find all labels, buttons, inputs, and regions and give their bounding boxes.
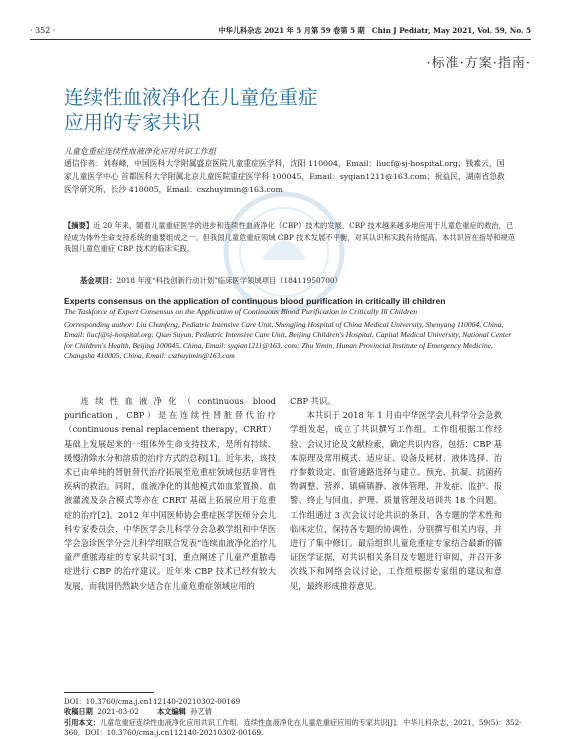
journal-header: 中华儿科杂志 2021 年 5 月第 59 卷第 5 期 Chin J Pediatr, May 2021, Vol. 59, No. 5	[218, 26, 531, 35]
body-column-left	[64, 394, 276, 593]
editor-label: 本文编辑	[157, 707, 186, 717]
abstract-text: 近 20 年来，随着儿童重症医学的进步和连续性血液净化（CBP）技术的发展，CBP 技术越来越多地应用于儿童危重症的救治，已经成为体外生命支持系统的重要组成之一。但我国儿童危重症领域 CBP 技术发展不平衡，对其认识和实践有待提高。本共识旨在指导和规范我国儿童危重症 CBP 技术的临床实践。	[64, 221, 516, 254]
fund-label: 基金项目：	[80, 276, 117, 285]
english-title: Experts consensus on the application of continuous blood purification in critically ill children	[64, 296, 446, 306]
header-rule	[30, 39, 531, 40]
english-corresponding: Corresponding author: Liu Chunfeng, Pediatric Intensive Care Unit, Shengjing Hospital of China Medical University, Shenyang 110004, China, Email: liucf@sj-hospital.org; Qian Suyun, Pediatric Intensive Care Unit, Beijing Children's Hospital, Capital Medical University, National Center for Children's Health, Beijing 100045, China, Email: syqian1211@163. com; Zhu Yimin, Hunan Provincial Institute of Emergency Medicine, Changsha 410005, China, Email: cszhuyimin@163.com	[64, 319, 512, 360]
editor-name: 孙艺倩	[190, 707, 212, 717]
body-paragraph: 本共识于 2018 年 1 月由中华医学会儿科学分会急救学组发起，成立了共识撰写工作组。工作组根据工作经验、会议讨论及文献检索，确定共识内容，包括：CBP 基本原理及常用模式、适应证、设备及耗材、液体选择、治疗参数设定、血管通路选择与建立、预充、抗凝、抗菌药物调整、营养、镇痛镇静、液体管理、并发症、监护、报警、终止与回血、护理、质量管理及培训共 18 个问题。工作组通过 3 次会议讨论共识的条目，各专题的学术性和临床定位，保持各专题的协调性、分别撰写相关内容，并进行了集中修订。最后组织儿童危重症专家结合最新的循证医学证据，对共识相关条目及专题进行审阅，并召开多次线下和网络会议讨论，工作组根据专家组的建议和意见，最终形成推荐意见。	[290, 410, 502, 591]
fund-text: 2018 年度“科技创新行动计划”临床医学领域项目（18411950700）	[116, 276, 342, 285]
cite-text: 儿童危重症连续性血液净化应用共识工作组．连续性血液净化在儿童危重症应用的专家共识[J]．中华儿科杂志，2021，59(5)：352-360．DOI：10.3760/cma.j.cn112140-20210302-00169.	[64, 717, 522, 738]
received-label: 收稿日期	[64, 707, 93, 717]
dates-editor	[64, 707, 524, 717]
footnote	[64, 697, 524, 739]
body-paragraph-continued: CBP 共识。	[290, 396, 336, 406]
footnote-rule	[64, 692, 154, 693]
body-column-right	[290, 394, 502, 593]
article-title	[64, 85, 394, 135]
author-group: 儿童危重症连续性血液净化应用共识工作组	[64, 147, 216, 156]
body-paragraph: 连续性血液净化（continuous blood purification，CBP）是在连续性肾脏替代治疗（continuous renal replacement therapy，CRRT）基础上发展起来的一组体外生命支持技术，是所有持续、缓慢清除水分和溶质的治疗方式的总称[1]。近年来，该技术已由单纯的肾脏替代治疗拓展至危重症领域包括非肾性疾病的救治。同时，血液净化的其他模式如血浆置换、血液灌流及杂合模式等亦在 CRRT 基础上拓展应用于危重症的治疗[2]。2012 年中国医师协会重症医学医师分会儿科专家委员会、中华医学会儿科学分会急救学组和中华医学会急诊医学分会儿科学组联合发表“连续血液净化治疗儿童严重脓毒症的专家共识”[3]，重点阐述了儿童严重脓毒症进行 CBP 的治疗建议。近年来 CBP 技术已经有较大发展，而我国仍然缺少适合在儿童危重症领域应用的	[64, 396, 276, 591]
citation	[64, 718, 524, 739]
title-line-2: 应用的专家共识	[64, 111, 201, 134]
english-taskforce: The Taskforce of Expert Consensus on the Application of Continuous Blood Purification in Critically Ill Children	[64, 307, 418, 316]
title-line-1: 连续性血液净化在儿童危重症	[64, 86, 318, 109]
english-abstract-block	[64, 296, 520, 362]
corresponding-authors: 通信作者：刘春峰，中国医科大学附属盛京医院儿童重症医学科，沈阳 110004，Email：liucf@sj-hospital.org；钱素云，国家儿童医学中心 首都医科大学附属北京儿童医院重症医学科 100045，Email：syqian1211@163.com；祝益民，湖南省急救医学研究所，长沙 410005，Email：cszhuyimin@163.com	[64, 159, 505, 194]
abstract-label: 【摘要】	[64, 221, 94, 230]
abstract	[64, 220, 516, 255]
section-label: ·标准·方案·指南·	[426, 56, 531, 71]
page-number: · 352 ·	[30, 26, 56, 35]
received-date: 2021-03-02	[97, 707, 139, 717]
fund-info	[80, 276, 342, 286]
cite-label: 引用本文：	[64, 717, 100, 727]
doi: DOI：10.3760/cma.j.cn112140-20210302-00169	[64, 697, 241, 706]
